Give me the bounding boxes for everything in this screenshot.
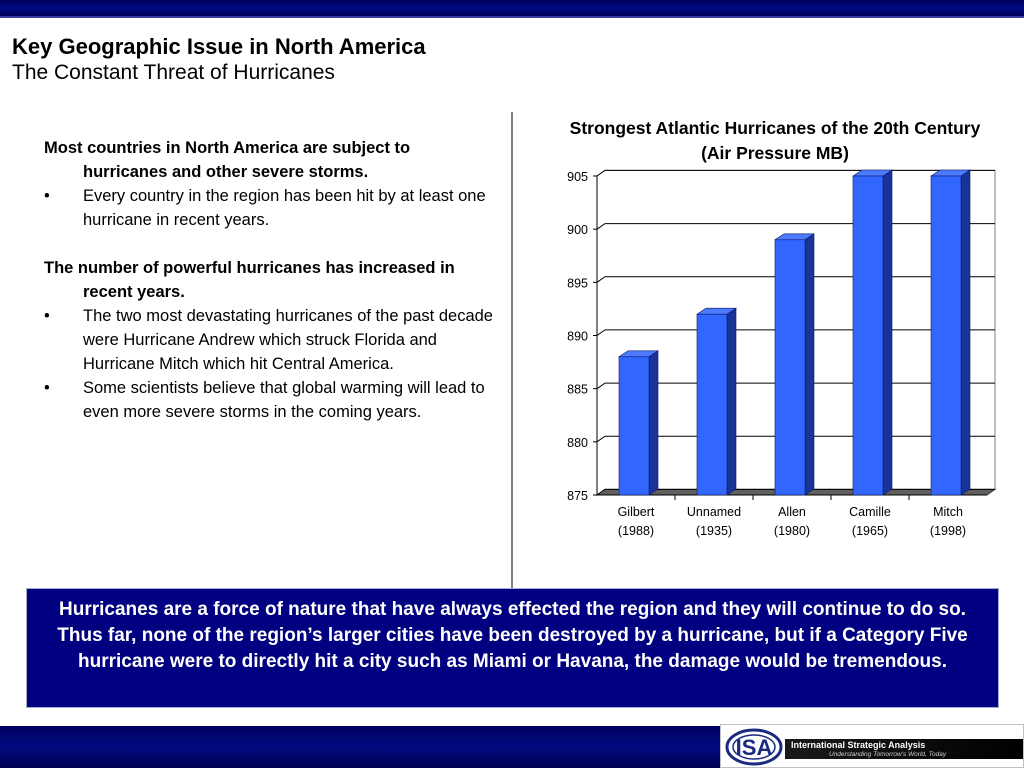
x-tick-label: Gilbert <box>617 505 655 519</box>
top-header-bar <box>0 0 1024 18</box>
x-tick-label: Camille <box>849 505 891 519</box>
bar-side <box>961 170 970 495</box>
column-divider <box>511 112 513 592</box>
x-tick-label: Mitch <box>933 505 963 519</box>
x-tick-label: (1980) <box>773 524 811 538</box>
x-tick-label: Unnamed <box>686 505 742 519</box>
bar <box>931 176 961 495</box>
bullet-marker: • <box>44 379 50 397</box>
y-tick-label: 885 <box>567 382 588 397</box>
bar-chart <box>540 165 1010 550</box>
summary-banner: Hurricanes are a force of nature that have always effected the region and they will continue to do so. Thus far, none of the region’s larger cities have been destroyed by a hurricane, but if a Category Five hurricane were to directly hit a city such as Miami or Havana, the damage would be tremendous. <box>26 588 999 708</box>
y-tick-label: 895 <box>567 276 588 291</box>
left-text-column <box>44 136 494 424</box>
bullet-item <box>44 184 494 232</box>
bullet-marker: • <box>44 187 50 205</box>
bar <box>619 357 649 495</box>
y-tick-label: 875 <box>567 489 588 503</box>
title-block <box>12 34 426 86</box>
bar-side <box>883 170 892 495</box>
bullet-text: Every country in the region has been hit by at least one hurricane in recent years. <box>83 187 486 229</box>
paragraph-1-heading: Most countries in North America are subject to hurricanes and other severe storms. <box>44 139 411 181</box>
y-tick-label: 905 <box>567 170 588 184</box>
paragraph-2-heading: The number of powerful hurricanes has increased in recent years. <box>44 259 455 301</box>
org-name: International Strategic Analysis <box>791 740 926 750</box>
org-tagline: Understanding Tomorrow's World, Today <box>829 751 947 758</box>
bullet-item <box>44 376 494 424</box>
bar <box>697 314 727 495</box>
isa-globe-icon <box>725 728 783 766</box>
bar <box>853 176 883 495</box>
y-tick-label: 890 <box>567 329 588 344</box>
isa-logo <box>720 724 1024 768</box>
bar-side <box>649 351 658 495</box>
bar <box>775 240 805 495</box>
chart-title: Strongest Atlantic Hurricanes of the 20th Century (Air Pressure MB) <box>569 118 981 163</box>
bar-side <box>727 308 736 495</box>
x-tick-label: (1935) <box>695 524 733 538</box>
bar-side <box>805 234 814 495</box>
bullet-marker: • <box>44 307 50 325</box>
bullet-text: Some scientists believe that global warming will lead to even more severe storms in the coming years. <box>83 379 485 421</box>
slide-subtitle: The Constant Threat of Hurricanes <box>12 61 335 84</box>
x-tick-label: Allen <box>778 505 806 519</box>
slide-title: Key Geographic Issue in North America <box>12 34 426 59</box>
y-tick-label: 880 <box>567 435 588 450</box>
logo-letters: ISA <box>735 735 773 760</box>
x-tick-label: (1965) <box>851 524 889 538</box>
x-tick-label: (1998) <box>929 524 967 538</box>
bullet-item <box>44 304 494 376</box>
x-tick-label: (1988) <box>617 524 655 538</box>
bullet-text: The two most devastating hurricanes of the past decade were Hurricane Andrew which struck Florida and Hurricane Mitch which hit Central America. <box>83 307 493 373</box>
y-tick-label: 900 <box>567 223 588 238</box>
